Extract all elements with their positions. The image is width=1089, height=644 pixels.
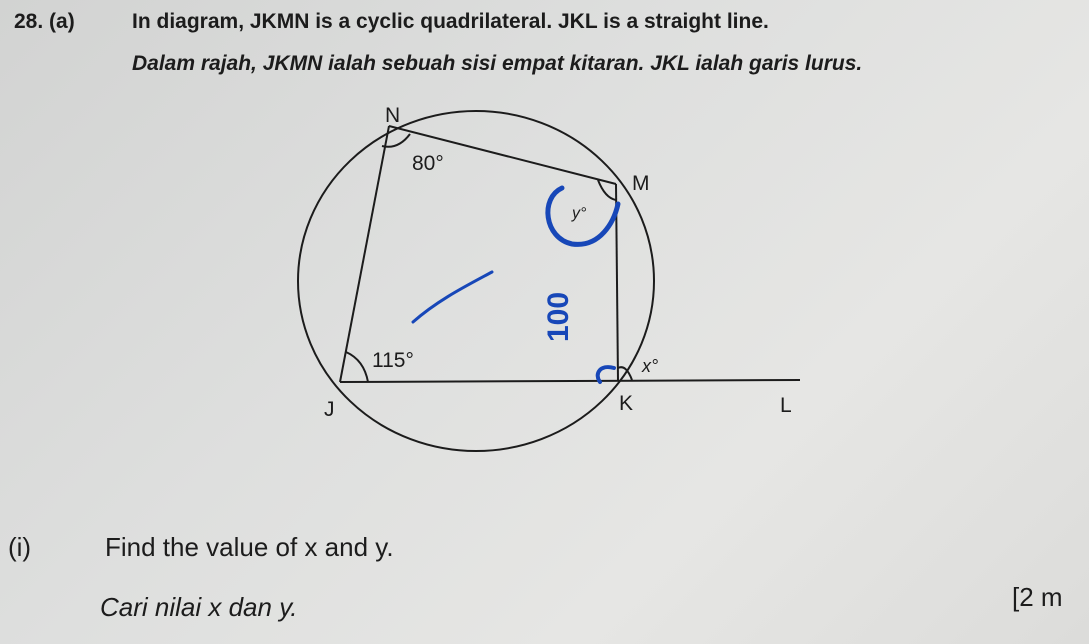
question-intro-english: In diagram, JKMN is a cyclic quadrilateral. JKL is a straight line. xyxy=(132,10,769,33)
handwritten-stroke xyxy=(413,272,492,322)
angle-label-x: x° xyxy=(642,356,659,376)
question-number: 28. (a) xyxy=(14,10,75,33)
line-jkl xyxy=(340,380,800,382)
point-label-l: L xyxy=(780,394,792,417)
question-intro-malay: Dalam rajah, JKMN ialah sebuah sisi empat kitaran. JKL ialah garis lurus. xyxy=(132,52,863,75)
sub-part-prompt-malay: Cari nilai x dan y. xyxy=(100,592,298,622)
angle-arc-j xyxy=(346,352,368,382)
point-label-j: J xyxy=(324,398,335,421)
angle-label-y: y° xyxy=(572,205,587,222)
marks-label: [2 m xyxy=(1012,582,1063,612)
sub-part-prompt-english: Find the value of x and y. xyxy=(105,532,394,562)
handwritten-note: 100 xyxy=(542,291,575,342)
angle-label-n: 80° xyxy=(412,152,444,175)
point-label-k: K xyxy=(619,392,634,415)
handwritten-k-mark xyxy=(598,367,614,382)
angle-label-j: 115° xyxy=(372,349,414,372)
point-label-m: M xyxy=(632,172,650,195)
point-label-n: N xyxy=(385,104,401,127)
sub-part-label: (i) xyxy=(8,532,32,562)
